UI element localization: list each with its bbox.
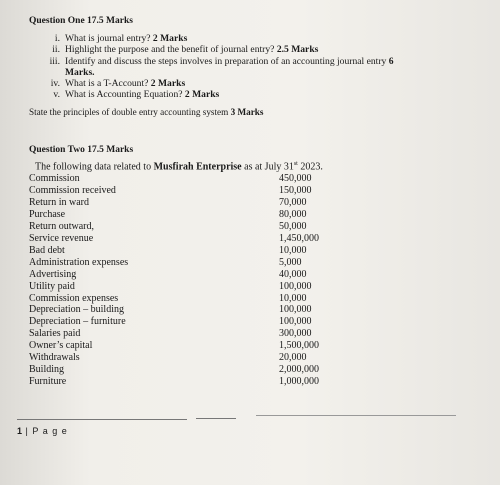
table-row <box>29 352 339 364</box>
table-row <box>29 364 339 376</box>
account-label: Furniture <box>29 376 67 388</box>
account-amount: 10,000 <box>279 244 307 256</box>
list-item <box>44 78 425 89</box>
list-item <box>44 44 425 55</box>
account-amount: 50,000 <box>279 220 307 232</box>
item-text: What is a T-Account? <box>65 78 151 90</box>
account-label: Building <box>29 364 65 376</box>
question-two-heading: Question Two 17.5 Marks <box>29 145 134 155</box>
table-row <box>29 269 339 281</box>
table-row <box>29 209 339 221</box>
account-label: Administration expenses <box>29 256 129 268</box>
account-amount: 5,000 <box>279 256 302 268</box>
question-one-heading: Question One 17.5 Marks <box>29 16 133 26</box>
account-amount: 450,000 <box>279 173 312 184</box>
account-amount: 150,000 <box>279 184 312 196</box>
account-amount: 80,000 <box>279 208 307 220</box>
account-amount: 100,000 <box>279 280 312 292</box>
item-number: i. <box>54 33 60 44</box>
item-text: What is journal entry? <box>65 33 153 44</box>
table-row <box>29 257 339 269</box>
item-text: Highlight the purpose and the benefit of journal entry? <box>65 44 277 56</box>
account-amount: 100,000 <box>279 316 312 328</box>
account-label: Depreciation – furniture <box>29 316 126 328</box>
page-footer <box>17 426 68 436</box>
account-label: Commission received <box>29 184 116 196</box>
account-label: Return in ward <box>29 196 89 208</box>
item-number: ii. <box>52 44 60 56</box>
table-row <box>29 185 339 197</box>
account-amount: 100,000 <box>279 304 312 316</box>
table-row <box>29 293 339 305</box>
account-label: Owner’s capital <box>29 340 93 352</box>
question-two-intro: The following data related to Musfirah Enterprise as at July 31st 2023. <box>35 161 323 173</box>
table-row <box>29 245 339 257</box>
item-marks: 6 Marks. <box>65 55 394 78</box>
page-number: 1 <box>17 426 23 436</box>
account-label: Purchase <box>29 208 66 220</box>
account-label: Commission <box>29 173 80 184</box>
account-amount: 20,000 <box>279 352 307 364</box>
list-item <box>44 33 425 44</box>
account-label: Utility paid <box>29 280 75 292</box>
table-row <box>29 328 339 340</box>
question-one-list <box>44 33 425 101</box>
table-row <box>29 316 339 328</box>
divider <box>196 418 236 419</box>
item-number: v. <box>53 89 60 101</box>
table-row <box>29 173 339 185</box>
principles-question: State the principles of double entry accounting system 3 Marks <box>29 107 264 117</box>
account-amount: 1,500,000 <box>279 340 319 352</box>
page-label: | P a g e <box>25 426 68 436</box>
account-amount: 300,000 <box>279 328 312 340</box>
account-amount: 1,450,000 <box>279 232 319 244</box>
item-number: iv. <box>50 78 60 90</box>
company-name: Musfirah Enterprise <box>153 161 242 173</box>
table-row <box>29 304 339 316</box>
accounts-table <box>29 173 339 388</box>
table-row <box>29 221 339 233</box>
account-label: Commission expenses <box>29 292 119 304</box>
item-marks: 2 Marks <box>184 89 220 101</box>
account-label: Return outward, <box>29 220 94 232</box>
list-item <box>44 56 425 79</box>
divider <box>17 419 187 420</box>
item-marks: 2 Marks <box>150 78 186 90</box>
account-amount: 40,000 <box>279 268 307 280</box>
account-amount: 2,000,000 <box>279 364 319 376</box>
account-label: Service revenue <box>29 232 94 244</box>
table-row <box>29 281 339 293</box>
table-row <box>29 376 339 388</box>
account-label: Advertising <box>29 268 77 280</box>
list-item <box>44 89 425 100</box>
table-row <box>29 340 339 352</box>
account-amount: 1,000,000 <box>279 376 319 388</box>
item-number: iii. <box>49 55 60 67</box>
item-text: What is Accounting Equation? <box>65 89 185 101</box>
account-label: Withdrawals <box>29 352 80 364</box>
principles-marks: 3 Marks <box>230 107 264 117</box>
divider <box>256 415 456 416</box>
item-text: Identify and discuss the steps involves in preparation of an accounting journal entry <box>65 55 389 67</box>
account-amount: 70,000 <box>279 196 307 208</box>
account-amount: 10,000 <box>279 292 307 304</box>
table-row <box>29 233 339 245</box>
item-marks: 2.5 Marks <box>276 44 319 56</box>
account-label: Bad debt <box>29 244 65 256</box>
table-row <box>29 197 339 209</box>
account-label: Salaries paid <box>29 328 81 340</box>
account-label: Depreciation – building <box>29 304 124 316</box>
item-marks: 2 Marks <box>152 33 188 44</box>
